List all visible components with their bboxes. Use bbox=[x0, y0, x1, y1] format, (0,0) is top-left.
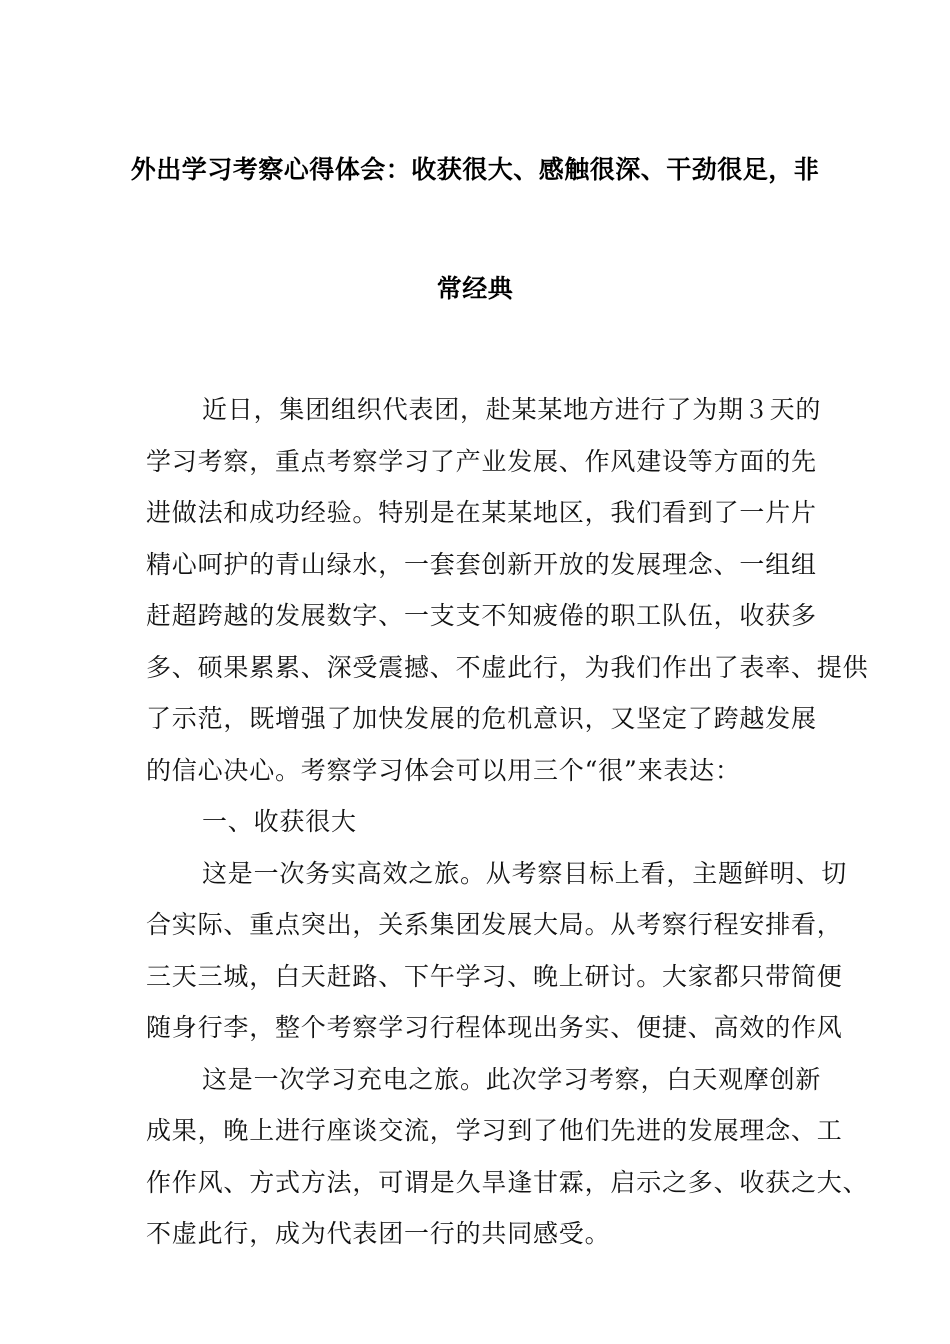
text-line: 进做法和成功经验。特别是在某某地区，我们看到了一片片 bbox=[146, 498, 817, 527]
text-line: 赶超跨越的发展数字、一支支不知疲倦的职工队伍，收获多 bbox=[146, 601, 817, 630]
document-body bbox=[146, 390, 869, 1266]
text-line: 多、硕果累累、深受震撼、不虚此行，为我们作出了表率、提供 bbox=[146, 652, 869, 682]
text-line: 这是一次务实高效之旅。从考察目标上看，主题鲜明、切 bbox=[202, 858, 848, 888]
paragraph-intro bbox=[146, 390, 869, 802]
text-line: 成果，晚上进行座谈交流，学习到了他们先进的发展理念、工 bbox=[146, 1116, 843, 1145]
text-line: 随身行李，整个考察学习行程体现出务实、便捷、高效的作风 bbox=[146, 1013, 843, 1042]
text-line: 的信心决心。考察学习体会可以用三个“很”来表达： bbox=[146, 755, 741, 785]
text-line: 精心呵护的青山绿水，一套套创新开放的发展理念、一组组 bbox=[146, 549, 817, 579]
paragraph-learning-trip bbox=[146, 1060, 869, 1266]
paragraph-efficient-trip bbox=[146, 854, 848, 1060]
section-heading-text: 一、收获很大 bbox=[202, 807, 357, 836]
text-line: 不虚此行，成为代表团一行的共同感受。 bbox=[146, 1219, 611, 1248]
section-heading-1 bbox=[146, 802, 806, 854]
text-line: 了示范，既增强了加快发展的危机意识，又坚定了跨越发展 bbox=[146, 704, 817, 733]
text-line: 学习考察，重点考察学习了产业发展、作风建设等方面的先 bbox=[146, 446, 817, 476]
text-line: 作作风、方式方法，可谓是久旱逢甘霖，启示之多、收获之大、 bbox=[146, 1167, 869, 1197]
document-title-line-2: 常经典 bbox=[436, 274, 514, 303]
document-title-line-1: 外出学习考察心得体会：收获很大、感触很深、干劲很足，非 bbox=[130, 155, 820, 184]
text-line: 近日，集团组织代表团，赴某某地方进行了为期３天的 bbox=[202, 395, 822, 424]
text-line: 合实际、重点突出，关系集团发展大局。从考察行程安排看， bbox=[146, 910, 843, 939]
text-line: 三天三城，白天赶路、下午学习、晚上研讨。大家都只带简便 bbox=[146, 961, 843, 991]
text-line: 这是一次学习充电之旅。此次学习考察，白天观摩创新 bbox=[202, 1064, 822, 1094]
